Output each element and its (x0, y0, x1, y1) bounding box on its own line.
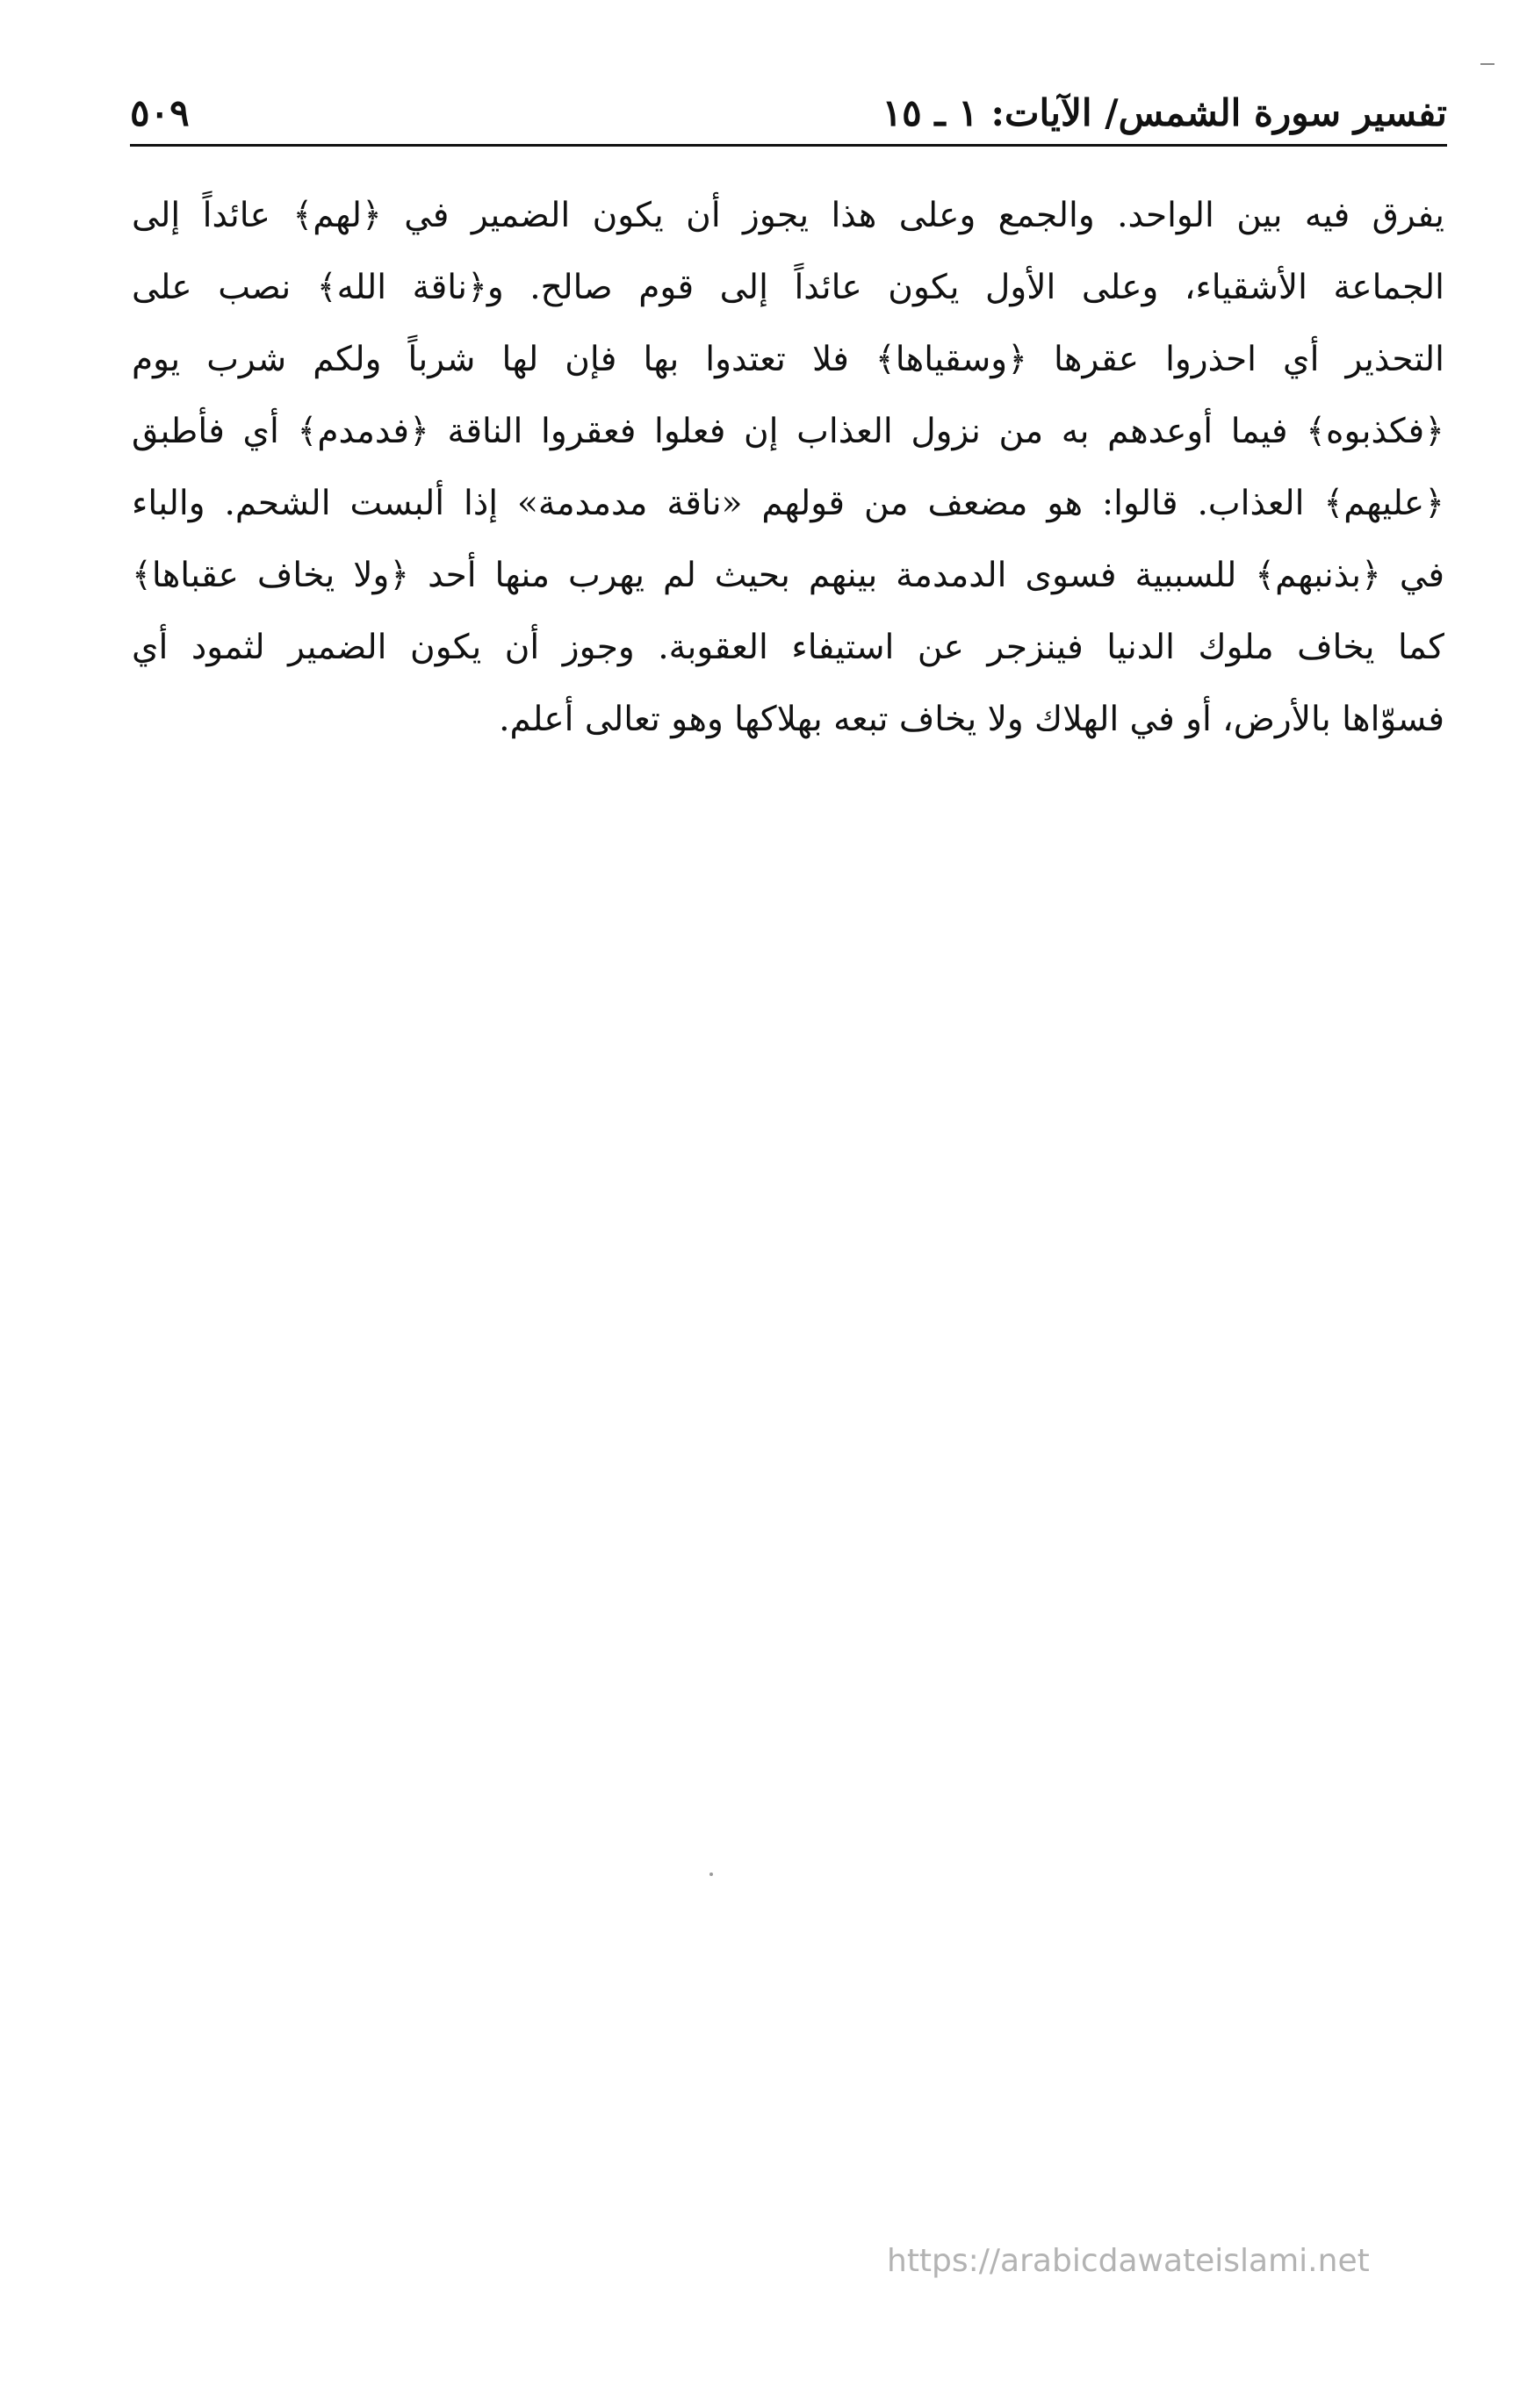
page-number: ٥٠٩ (130, 91, 190, 134)
page-header (130, 84, 1447, 142)
header-rule (130, 144, 1447, 147)
watermark-url: https://arabicdawateislami.net (887, 2243, 1370, 2279)
body-text (132, 180, 1444, 756)
scan-speck (709, 1872, 713, 1876)
text-line: ﴿فكذبوه﴾ فيما أوعدهم به من نزول العذاب إن فعلوا فعقروا الناقة ﴿فدمدم﴾ أي فأطبق (132, 412, 1444, 451)
text-line: كما يخاف ملوك الدنيا فينزجر عن استيفاء العقوبة. وجوز أن يكون الضمير لثمود أي (132, 628, 1444, 667)
scan-mark (1480, 63, 1494, 65)
text-line: ﴿عليهم﴾ العذاب. قالوا: هو مضعف من قولهم «ناقة مدمدمة» إذا ألبست الشحم. والباء (132, 484, 1444, 523)
text-line: التحذير أي احذروا عقرها ﴿وسقياها﴾ فلا تعتدوا بها فإن لها شرباً ولكم شرب يوم (132, 340, 1444, 379)
text-line: يفرق فيه بين الواحد. والجمع وعلى هذا يجوز أن يكون الضمير في ﴿لهم﴾ عائداً إلى (132, 196, 1444, 235)
text-line: فسوّاها بالأرض، أو في الهلاك ولا يخاف تبعه بهلاكها وهو تعالى أعلم. (499, 700, 1444, 739)
text-line: الجماعة الأشقياء، وعلى الأول يكون عائداً إلى قوم صالح. و﴿ناقة الله﴾ نصب على (132, 268, 1444, 307)
running-title: تفسير سورة الشمس/ الآيات: ١ ـ ١٥ (882, 91, 1447, 134)
text-line: في ﴿بذنبهم﴾ للسببية فسوى الدمدمة بينهم بحيث لم يهرب منها أحد ﴿ولا يخاف عقباها﴾ (132, 556, 1444, 595)
